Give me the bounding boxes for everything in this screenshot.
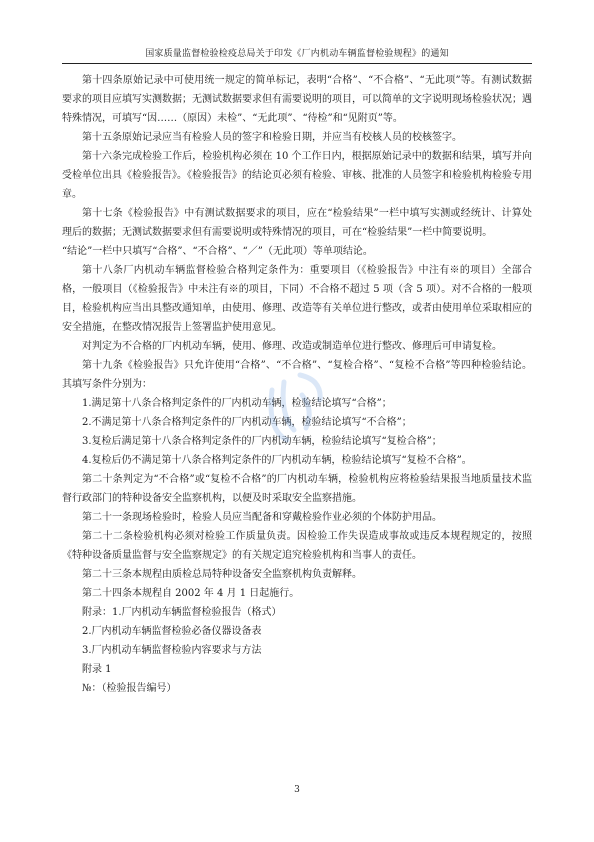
- page-number: 3: [294, 785, 300, 795]
- article-17: 第十七条《检验报告》中有测试数据要求的项目，应在“检验结果”一栏中填写实测或经统计、计算处理后的数据；无测试数据要求但有需要说明或特殊情况的项目，可在“检验结果”一栏中简要说明。: [62, 208, 532, 238]
- conclusion-item-3: 3.复检后满足第十八条合格判定条件的厂内机动车辆，检验结论填写“复检合格”；: [82, 436, 442, 447]
- article-21: 第二十一条现场检验时，检验人员应当配备和穿戴检验作业必须的个体防护用品。: [82, 512, 442, 523]
- conclusion-item-4: 4.复检后仍不满足第十八条合格判定条件的厂内机动车辆，检验结论填写“复检不合格”。: [82, 455, 472, 466]
- article-20: 第二十条判定为“不合格”或“复检不合格”的厂内机动车辆，检验机构应将检验结果报当地质量技术监督行政部门的特种设备安全监察机构，以便及时采取安全监察措施。: [62, 474, 532, 504]
- article-24: 第二十四条本规程自 2002 年 4 月 1 日起施行。: [82, 588, 300, 599]
- reinspection-note: 对判定为不合格的厂内机动车辆，使用、修理、改造或制造单位进行整改、修理后可申请复检。: [82, 341, 502, 352]
- conclusion-column-note: “结论”一栏中只填写“合格”、“不合格”、“／”（无此项）等单项结论。: [62, 246, 373, 257]
- article-19: 第十九条《检验报告》只允许使用“合格”、“不合格”、“复检合格”、“复检不合格”等四种检验结论。其填写条件分别为：: [62, 360, 532, 390]
- article-23: 第二十三条本规程由质检总局特种设备安全监察机构负责解释。: [82, 569, 362, 580]
- article-14: 第十四条原始记录中可使用统一规定的简单标记，表明“合格”、“不合格”、“无此项”等。有测试数据要求的项目应填写实测数据；无测试数据要求但有需要说明的项目，可以简单的文字说明现场检验状况；遇特殊情况，可填写“因……（原因）未检”、“无此项”、“待检”和“见附页”等。: [62, 75, 532, 124]
- conclusion-item-2: 2.不满足第十八条合格判定条件的厂内机动车辆，检验结论填写“不合格”；: [82, 417, 412, 428]
- appendix-item-3: 3.厂内机动车辆监督检验内容要求与方法: [82, 645, 262, 656]
- article-22: 第二十二条检验机构必须对检验工作质量负责。因检验工作失误造成事故或违反本规程规定的，按照《特种设备质量监督与安全监察规定》的有关规定追究检验机构和当事人的责任。: [62, 531, 532, 561]
- conclusion-item-1: 1.满足第十八条合格判定条件的厂内机动车辆，检验结论填写“合格”；: [82, 398, 392, 409]
- running-header: 国家质量监督检验检疫总局关于印发《厂内机动车辆监督检验规程》的通知: [62, 46, 532, 64]
- article-15: 第十五条原始记录应当有检验人员的签字和检验日期，并应当有校核人员的校核签字。: [82, 132, 462, 143]
- appendix-list: 附录：1.厂内机动车辆监督检验报告（格式）: [82, 607, 282, 618]
- appendix-1-heading: 附录 1: [82, 664, 112, 675]
- report-number-line: №：（检验报告编号）: [82, 683, 177, 694]
- article-18: 第十八条厂内机动车辆监督检验合格判定条件为：重要项目（《检验报告》中注有※的项目）全部合格，一般项目（《检验报告》中未注有※的项目，下同）不合格不超过 5 项（含 5 项）。对不合格的一般项目，检验机构应当出具整改通知单，由使用、修理、改造等有关单位进行整改，或者由使用单位采取相应的安全措施，在整改情况报告上签署监护使用意见。: [62, 265, 532, 333]
- appendix-item-2: 2.厂内机动车辆监督检验必备仪器设备表: [82, 626, 262, 637]
- article-16: 第十六条完成检验工作后，检验机构必须在 10 个工作日内，根据原始记录中的数据和结果，填写并向受检单位出具《检验报告》。《检验报告》的结论页必须有检验、审核、批准的人员签字和检验机构检验专用章。: [62, 151, 532, 200]
- document-body: [62, 71, 532, 698]
